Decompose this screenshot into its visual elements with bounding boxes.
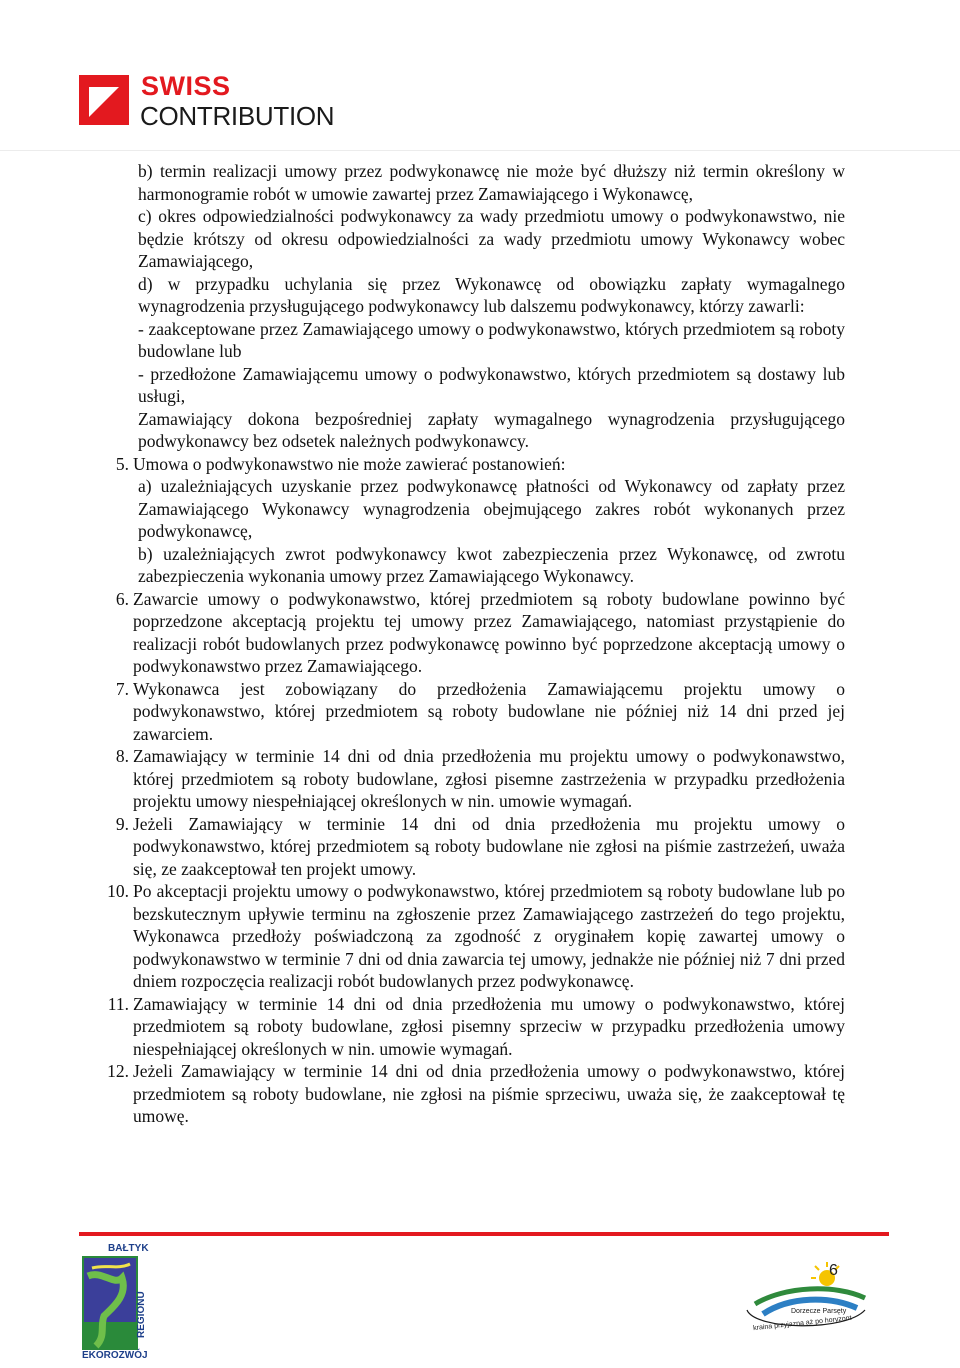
clause-d-dash-1: - zaakceptowane przez Zamawiającego umowy o podwykonawstwo, których przedmiotem są roboty budowlane lub: [138, 318, 845, 361]
list-item-7: [103, 678, 845, 746]
item5-sub-b: b) uzależniających zwrot podwykonawcy kwot zabezpieczenia przez Wykonawcę, od zwrotu zabezpieczenia wykonania umowy przez Zamawiającego Wykonawcy.: [138, 543, 845, 586]
list-item-5: [103, 453, 845, 588]
list-item-9: [103, 813, 845, 881]
parseta-logo-line1: Dorzecze Parsęty: [791, 1308, 847, 1315]
logo-swiss-text: SWISS: [141, 71, 231, 101]
list-item-text: Po akceptacji projektu umowy o podwykonawstwo, której przedmiotem są roboty budowlane lub po bezskutecznym upływie terminu na zgłoszenie przez Zamawiającego zastrzeżeń do tego projektu, Wykonawca przedłoży poświadczoną za zgodność z oryginałem kopię zawartej umowy o podwykonawstwo w terminie 7 dni od dnia zawarcia tej umowy, jednakże nie później niż 7 dni przed dniem rozpoczęcia realizacji robót budowlanych przez podwykonawcę.: [133, 881, 845, 991]
list-item-number: 5.: [115, 453, 129, 474]
list-item-text: Umowa o podwykonawstwo nie może zawierać postanowień:: [133, 453, 566, 474]
baltyk-ekorozwoj-logo: [79, 1243, 189, 1363]
baltyk-logo-top-text: BAŁTYK: [108, 1243, 149, 1254]
list-item-number: 10.: [107, 881, 129, 901]
clause-d-closing: Zamawiający dokona bezpośredniej zapłaty wymagalnego wynagrodzenia przysługującego podwykonawcy bez odsetek należnych podwykonawcy.: [138, 408, 845, 451]
swiss-logo-mark: [79, 75, 129, 125]
list-item-number: 8.: [115, 746, 129, 766]
swiss-contribution-logo: [79, 71, 339, 131]
list-item-number: 9.: [115, 813, 129, 834]
page-number: 6: [829, 1262, 838, 1279]
logo-contribution-text: CONTRIBUTION: [140, 101, 335, 131]
list-item-number: 7.: [115, 678, 129, 699]
list-item-text: Zamawiający w terminie 14 dni od dnia przedłożenia mu umowy o podwykonawstwo, której przedmiotem są roboty budowlane, zgłosi pisemny sprzeciw w przypadku przedłożenia umowy niespełniającej określonych w nin. umowie wymagań.: [133, 993, 845, 1059]
list-item-number: 6.: [115, 588, 129, 609]
list-item-6: [103, 588, 845, 678]
list-item-8: [103, 745, 845, 813]
list-item-text: Jeżeli Zamawiający w terminie 14 dni od dnia przedłożenia umowy o podwykonawstwo, której przedmiotem są roboty budowlane, nie zgłosi na piśmie sprzeciwu, uważa się, że zaakceptował tę umowę.: [133, 1061, 845, 1126]
baltyk-emblem-icon: [82, 1256, 162, 1352]
baltyk-logo-side-text: REGIONU: [136, 1291, 147, 1338]
parseta-logo-line2: kraina przyjazna aż po horyzont: [752, 1314, 852, 1333]
list-item-number: 11.: [107, 993, 129, 1014]
document-body: [103, 160, 845, 1128]
list-item-10: [103, 880, 845, 993]
item5-sub-a: a) uzależniających uzyskanie przez podwykonawcę płatności od Wykonawcy od zapłaty przez Zamawiającego Wykonawcy wynagrodzenia obejmującego zakres robót wykonanych przez podwykonawcę,: [138, 476, 845, 541]
header-divider: [0, 150, 960, 151]
list-item-number: 12.: [107, 1061, 129, 1081]
list-item-text: Jeżeli Zamawiający w terminie 14 dni od dnia przedłożenia mu projektu umowy o podwykonawstwo, której przedmiotem są roboty budowlane nie zgłosi na piśmie zastrzeżeń, uważa się, ze zaakceptował ten projekt umowy.: [133, 813, 845, 879]
list-item-text: Zawarcie umowy o podwykonawstwo, której przedmiotem są roboty budowlane powinno być poprzedzone akceptacją projektu tej umowy przez Zamawiającego, natomiast przystąpienie do realizacji robót budowlanych przez podwykonawcę powinno być poprzedzone akceptacją umowy o podwykonawstwo przez Zamawiającego.: [133, 588, 845, 676]
clause-d: d) w przypadku uchylania się przez Wykonawcę od obowiązku zapłaty wymagalnego wynagrodzenia przysługującego podwykonawcy lub dalszemu podwykonawcy, którzy zawarli:: [138, 273, 845, 316]
clause-d-dash-2: - przedłożone Zamawiającemu umowy o podwykonawstwo, których przedmiotem są dostawy lub usługi,: [138, 363, 845, 406]
dorzecze-parsety-logo: [735, 1258, 875, 1340]
list-item-text: Zamawiający w terminie 14 dni od dnia przedłożenia mu projektu umowy o podwykonawstwo, której przedmiotem są roboty budowlane, zgłosi pisemne zastrzeżenia w przypadku przedłożenia projektu umowy niespełniającej określonych w nin. umowie wymagań.: [133, 746, 845, 811]
list-item-11: [103, 993, 845, 1061]
clause-b: b) termin realizacji umowy przez podwykonawcę nie może być dłuższy niż termin określony w harmonogramie robót w umowie zawartej przez Zamawiającego i Wykonawcę,: [138, 161, 845, 204]
list-item-12: [103, 1060, 845, 1128]
clause-c: c) okres odpowiedzialności podwykonawcy za wady przedmiotu umowy o podwykonawstwo, nie będzie krótszy od okresu odpowiedzialności za wady przedmiotu umowy Wykonawcy wobec Zamawiającego,: [138, 206, 845, 271]
list-item-text: Wykonawca jest zobowiązany do przedłożenia Zamawiającemu projektu umowy o podwykonawstwo, której przedmiotem są roboty budowlane nie później niż 14 dni przed jej zawarciem.: [133, 678, 845, 744]
footer-divider: [79, 1232, 889, 1236]
baltyk-logo-bottom-text: EKOROZWÓJ: [82, 1350, 148, 1361]
